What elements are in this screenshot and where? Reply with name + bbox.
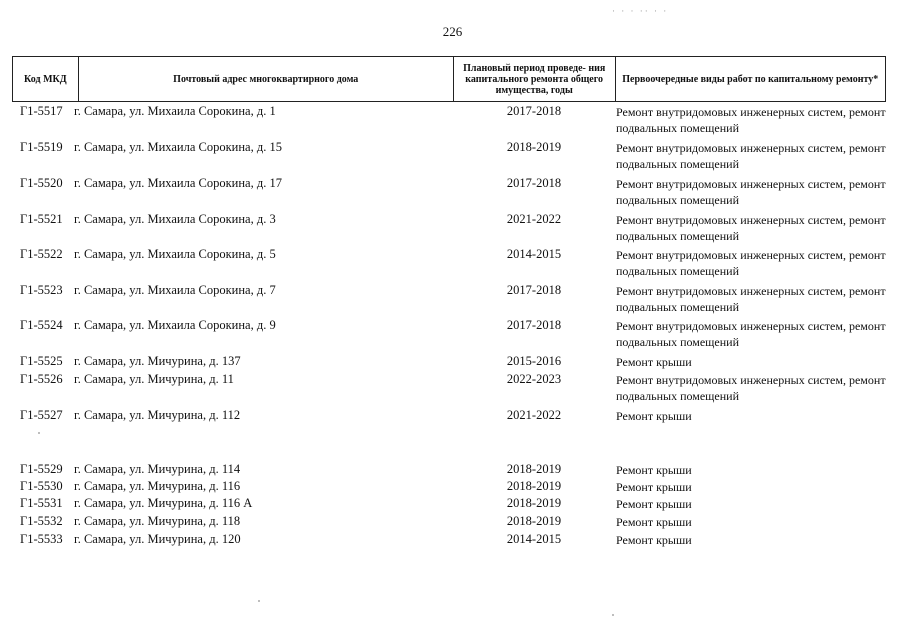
row-works: Ремонт крыши xyxy=(616,463,692,477)
row-period: 2021-2022 xyxy=(506,212,562,226)
header-works: Первоочередные виды работ по капитальному ремонту* xyxy=(615,57,885,102)
row-code: Г1-5530 xyxy=(20,479,63,493)
row-address: г. Самара, ул. Мичурина, д. 120 xyxy=(74,532,241,546)
row-address: г. Самара, ул. Михаила Сорокина, д. 15 xyxy=(74,140,282,154)
scan-speck xyxy=(258,600,260,602)
row-period: 2022-2023 xyxy=(506,372,562,386)
row-period: 2018-2019 xyxy=(506,514,562,528)
row-works: Ремонт внутридомовых инженерных систем, ремонт подвальных помещений xyxy=(616,248,886,278)
row-period: 2018-2019 xyxy=(506,462,562,476)
row-works: Ремонт внутридомовых инженерных систем, ремонт подвальных помещений xyxy=(616,213,886,243)
row-works: Ремонт внутридомовых инженерных систем, ремонт подвальных помещений xyxy=(616,284,886,314)
row-code: Г1-5526 xyxy=(20,372,63,386)
row-period: 2017-2018 xyxy=(506,283,562,297)
row-works: Ремонт внутридомовых инженерных систем, ремонт подвальных помещений xyxy=(616,319,886,349)
row-code: Г1-5524 xyxy=(20,318,63,332)
row-address: г. Самара, ул. Мичурина, д. 114 xyxy=(74,462,241,476)
row-address: г. Самара, ул. Михаила Сорокина, д. 17 xyxy=(74,176,282,190)
row-period: 2021-2022 xyxy=(506,408,562,422)
row-address: г. Самара, ул. Мичурина, д. 11 xyxy=(74,372,234,386)
row-code: Г1-5531 xyxy=(20,496,63,510)
header-period: Плановый период проведе- ния капитального ремонта общего имущества, годы xyxy=(453,57,615,102)
row-period: 2017-2018 xyxy=(506,176,562,190)
row-period: 2015-2016 xyxy=(506,354,562,368)
scan-speck xyxy=(38,432,40,434)
table-header xyxy=(12,56,886,102)
scan-marks: · · · ·· · · xyxy=(612,6,669,16)
row-code: Г1-5520 xyxy=(20,176,63,190)
row-works: Ремонт крыши xyxy=(616,409,692,423)
row-code: Г1-5523 xyxy=(20,283,63,297)
row-code: Г1-5529 xyxy=(20,462,63,476)
row-period: 2018-2019 xyxy=(506,479,562,493)
row-address: г. Самара, ул. Мичурина, д. 112 xyxy=(74,408,241,422)
row-code: Г1-5533 xyxy=(20,532,63,546)
row-period: 2018-2019 xyxy=(506,140,562,154)
row-works: Ремонт крыши xyxy=(616,533,692,547)
row-code: Г1-5532 xyxy=(20,514,63,528)
row-works: Ремонт крыши xyxy=(616,515,692,529)
row-works: Ремонт внутридомовых инженерных систем, ремонт подвальных помещений xyxy=(616,141,886,171)
row-works: Ремонт внутридомовых инженерных систем, ремонт подвальных помещений xyxy=(616,177,886,207)
row-address: г. Самара, ул. Михаила Сорокина, д. 7 xyxy=(74,283,276,297)
row-works: Ремонт внутридомовых инженерных систем, ремонт подвальных помещений xyxy=(616,105,886,135)
page-number: 226 xyxy=(442,24,463,39)
row-works: Ремонт крыши xyxy=(616,480,692,494)
row-period: 2018-2019 xyxy=(506,496,562,510)
row-address: г. Самара, ул. Мичурина, д. 118 xyxy=(74,514,241,528)
row-works: Ремонт внутридомовых инженерных систем, ремонт подвальных помещений xyxy=(616,373,886,403)
row-period: 2014-2015 xyxy=(506,247,562,261)
row-code: Г1-5517 xyxy=(20,104,63,118)
row-address: г. Самара, ул. Мичурина, д. 137 xyxy=(74,354,241,368)
header-code: Код МКД xyxy=(13,57,79,102)
row-code: Г1-5525 xyxy=(20,354,63,368)
row-address: г. Самара, ул. Михаила Сорокина, д. 5 xyxy=(74,247,276,261)
scan-speck xyxy=(612,614,614,616)
row-period: 2017-2018 xyxy=(506,318,562,332)
row-code: Г1-5519 xyxy=(20,140,63,154)
row-address: г. Самара, ул. Мичурина, д. 116 А xyxy=(74,496,253,510)
row-code: Г1-5527 xyxy=(20,408,63,422)
row-address: г. Самара, ул. Михаила Сорокина, д. 3 xyxy=(74,212,276,226)
row-period: 2014-2015 xyxy=(506,532,562,546)
row-works: Ремонт крыши xyxy=(616,497,692,511)
row-address: г. Самара, ул. Михаила Сорокина, д. 9 xyxy=(74,318,276,332)
row-works: Ремонт крыши xyxy=(616,355,692,369)
row-code: Г1-5521 xyxy=(20,212,63,226)
row-address: г. Самара, ул. Михаила Сорокина, д. 1 xyxy=(74,104,276,118)
row-period: 2017-2018 xyxy=(506,104,562,118)
row-address: г. Самара, ул. Мичурина, д. 116 xyxy=(74,479,241,493)
header-address: Почтовый адрес многоквартирного дома xyxy=(78,57,453,102)
row-code: Г1-5522 xyxy=(20,247,63,261)
